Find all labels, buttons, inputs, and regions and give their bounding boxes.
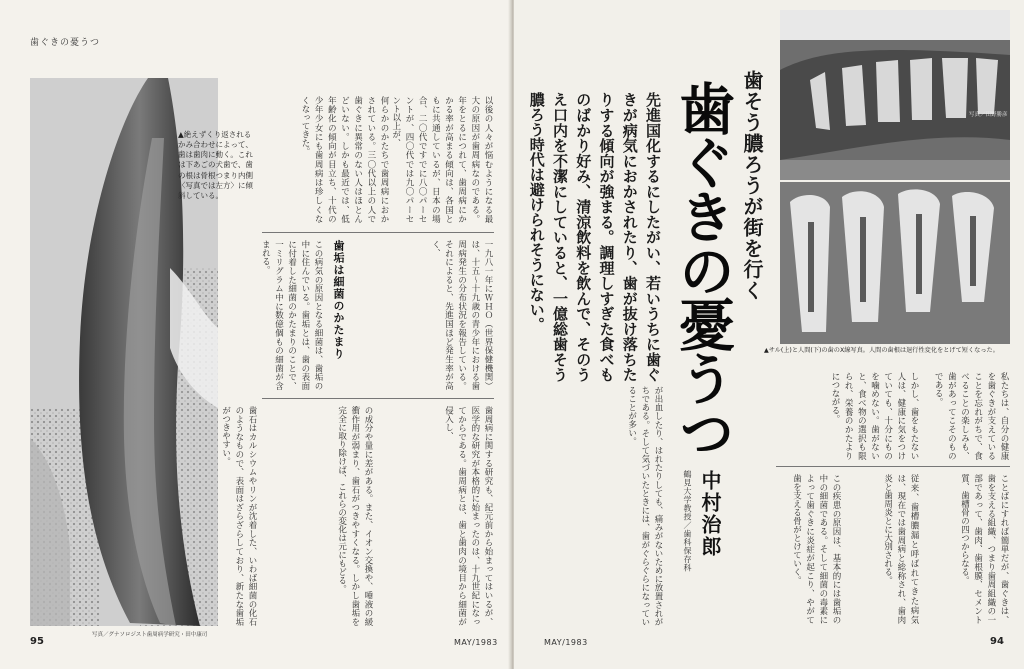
- monkey-xray-photo: [780, 10, 1010, 180]
- article-kicker: 歯そう膿ろうが街を行く: [740, 70, 764, 301]
- right-page: [514, 0, 1024, 669]
- body-column: この病気の原因となる細菌は、歯垢の中に住んでいる。歯垢とは、歯の表面に付着した細菌のかたまりのことで、一ミリグラム中に数億個もの細菌が含まれる。: [260, 240, 323, 390]
- body-column: 以後の人々が悩むようになる最大の原因が歯周病なのである。年をとるにつれて、歯周病にかかる率が高まる傾向は、各国ともに共通しているが、日本の場合、二〇代ですでに八〇パーセントが、四〇代では九〇パーセント以上が、: [390, 96, 493, 223]
- issue-date-right: MAY/1983: [544, 638, 588, 647]
- body-column: 歯周病に関する研究も、紀元前から始まってはいるが、医学的な研究が本格的に始まったのは、十九世紀になってからである。歯周病とは、歯と歯肉の境目から細菌が侵入し、: [443, 406, 493, 626]
- body-column: が出血したり、はれたりしても、痛みがないために放置されがちである。そして気づいたときには、歯がぐらぐらになっていることが多い。: [626, 386, 663, 626]
- body-column: 一九八一年にＷＨＯ（世界保健機関）は、十五〜十九歳の青少年における歯周病発生の分布状況を報告している。それによると、先進国ほど発生率が高く、: [430, 240, 493, 390]
- column-divider: [262, 232, 494, 233]
- body-column: この疾患の原因は、基本的には歯垢の中の細菌である。そして細菌の毒素によって歯ぐきに炎症が起こり、やがて歯を支える骨がとけていく。: [791, 474, 841, 624]
- body-column: 何らかのかたちで歯周病におかされている。三〇代以上の人で歯ぐきに異常のない人はほとんどいない。しかも最近では、低年齢化の傾向が目立ち、十代の少年少女にも歯周病は珍しくなくなってきた。: [299, 96, 389, 223]
- column-divider: [776, 466, 1010, 467]
- left-photo-caption: ▲絶えずくり返されるかみ合わせによって、歯は歯肉に動く。これは下あごの犬歯で、歯の根は骨根つまり内側〈写真では左方〉に傾斜している。: [178, 130, 253, 200]
- right-photo-credit: 写真／田野勝彦: [969, 112, 1008, 118]
- author-affiliation: 鶴見大学教授／歯科保存科: [683, 470, 692, 572]
- author-name: 中村治郎: [698, 470, 722, 558]
- column-divider: [262, 398, 494, 399]
- body-column: 従来、歯槽膿漏と呼ばれてきた病気は、現在では歯周病と総称され、歯肉炎と歯周炎とに大別される。: [882, 474, 919, 624]
- issue-date-left: MAY/1983: [454, 638, 498, 647]
- body-column: の成分や量に差がある。また、イオン交換や、唾液の緩衝作用が弱まり、歯石がつきやすくなる。しかし歯垢を完全に取り除けば、これらの変化は元にもどる。: [336, 406, 373, 626]
- body-column: 歯石はカルシウムやリンが沈着した、いわば細菌の化石のようなもので、表面はざらざらしており、新たな歯垢がつきやすい。: [220, 406, 257, 626]
- body-column: しかし、歯をもたない人は、健康に気をつけていても、十分にものを噛めない。歯がないと、食べ物の選択も限られ、栄養のかたよりにつながる。: [829, 372, 919, 460]
- body-column: ことばにすれば簡単だが、歯ぐきは、歯を支える組織、つまり歯周組織の一部であって、歯肉、歯根膜、セメント質、歯槽骨の四つからなる。: [959, 474, 1009, 624]
- body-column: 私たちは、自分の健康を歯ぐきが支えていることを忘れがちで、食べることの楽しみも、歯があってこそのものである。: [933, 372, 1009, 460]
- article-lead: 先進国化するにしたがい、若いうちに歯ぐきが病気におかされたり、歯が抜け落ちたりする傾向が強まる。調理しすぎた食べものばかり好み、清涼飲料を飲んで、そのうえ口内を不潔にしていると、一億総歯そう膿ろう時代は避けられそうにない。: [527, 92, 662, 382]
- right-photo-caption: ▲サル(上)と人間(下)の歯のX線写真。人間の歯根は退行性変化をとげて短くなった。: [764, 347, 999, 354]
- left-page: [0, 0, 510, 669]
- article-title: 歯ぐきの憂うつ: [670, 80, 735, 458]
- human-teeth-xray: [780, 182, 1010, 344]
- monkey-teeth-xray: [780, 10, 1010, 180]
- left-photo-credit: 写真／グナソロジスト歯周病学研究・田中康司: [92, 632, 208, 638]
- page-number-left: 95: [30, 636, 44, 647]
- page-number-right: 94: [990, 636, 1004, 647]
- human-xray-photo: [780, 182, 1010, 344]
- running-head: 歯ぐきの憂うつ: [30, 38, 101, 48]
- section-subheading: 歯垢は細菌のかたまり: [332, 240, 345, 360]
